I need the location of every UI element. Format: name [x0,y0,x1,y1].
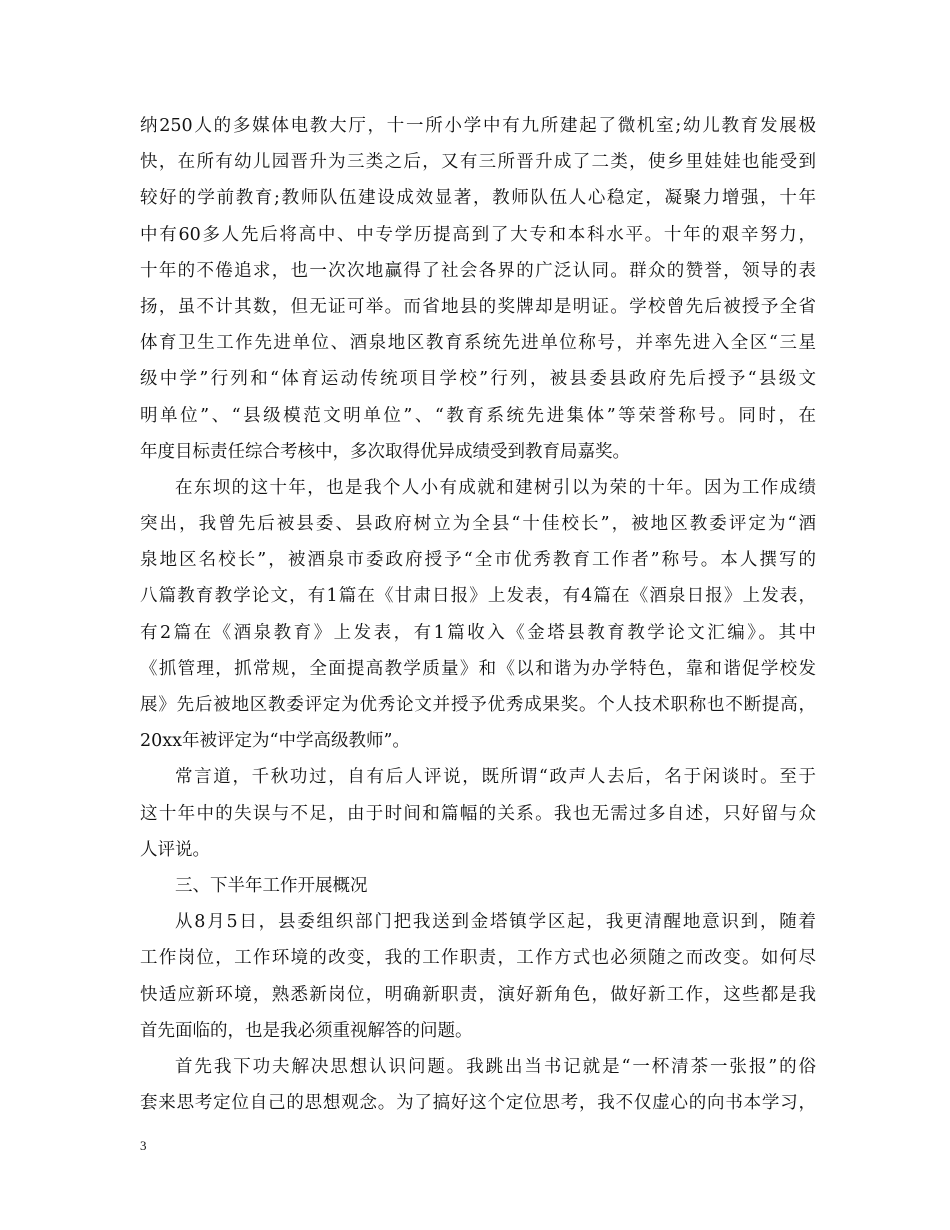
text-line: 工作岗位，工作环境的改变，我的工作职责，工作方式也必须随之而改变。如何尽 [140,948,816,969]
text-line: 突出，我曾先后被县委、县政府树立为全县“十佳校长”，被地区教委评定为“酒 [140,514,816,535]
text-line: 扬，虽不计其数，但无证可举。而省地县的奖牌却是明证。学校曾先后被授予全省 [140,296,816,317]
section-heading: 三、下半年工作开展概况 [175,875,368,896]
text-line: 纳250人的多媒体电教大厅，十一所小学中有九所建起了微机室;幼儿教育发展极 [140,116,816,136]
text-line: 展》先后被地区教委评定为优秀论文并授予优秀成果奖。个人技术职称也不断提高， [140,695,816,715]
text-line: 八篇教育教学论文，有1篇在《甘肃日报》上发表，有4篇在《酒泉日报》上发表， [140,586,816,607]
text-line: 常言道，千秋功过，自有后人评说，既所谓“政声人去后，名于闲谈时。至于 [175,767,816,788]
text-line: 较好的学前教育;教师队伍建设成效显著，教师队伍人心稳定，凝聚力增强，十年 [140,188,816,209]
text-line: 体育卫生工作先进单位、酒泉地区教育系统先进单位称号，并率先进入全区“三星 [140,333,816,354]
page-number: 3 [140,1138,147,1153]
text-line: 从8月5日，县委组织部门把我送到金塔镇学区起，我更清醒地意识到，随着 [175,912,816,933]
text-line: 20xx年被评定为“中学高级教师”。 [140,731,410,752]
text-line: 有2篇在《酒泉教育》上发表，有1篇收入《金塔县教育教学论文汇编》。其中 [140,622,816,643]
text-line: 首先我下功夫解决思想认识问题。我跳出当书记就是“一杯清茶一张报”的俗 [175,1056,816,1077]
document-body [140,108,816,1121]
text-line: 级中学”行列和“体育运动传统项目学校”行列，被县委县政府先后授予“县级文 [140,369,816,390]
text-line: 这十年中的失误与不足，由于时间和篇幅的关系。我也无需过多自述，只好留与众 [140,803,816,824]
text-line: 中有60多人先后将高中、中专学历提高到了大专和本科水平。十年的艰辛努力， [140,224,816,245]
text-line: 快适应新环境，熟悉新岗位，明确新职责，演好新角色，做好新工作，这些都是我 [140,984,816,1005]
text-line: 快，在所有幼儿园晋升为三类之后，又有三所晋升成了二类，使乡里娃娃也能受到 [140,152,816,173]
text-line: 年度目标责任综合考核中，多次取得优异成绩受到教育局嘉奖。 [140,441,630,462]
text-line: 明单位”、“县级模范文明单位”、“教育系统先进集体”等荣誉称号。同时，在 [140,405,816,426]
text-line: 在东坝的这十年，也是我个人小有成就和建树引以为荣的十年。因为工作成绩 [175,477,816,498]
text-line: 套来思考定位自己的思想观念。为了搞好这个定位思考，我不仅虚心的向书本学习， [140,1093,816,1114]
text-line: 首先面临的，也是我必须重视解答的问题。 [140,1020,473,1041]
text-line: 《抓管理，抓常规，全面提高教学质量》和《以和谐为办学特色，靠和谐促学校发 [140,658,816,679]
text-line: 泉地区名校长”，被酒泉市委政府授予“全市优秀教育工作者”称号。本人撰写的 [140,550,816,571]
text-line: 人评说。 [140,839,210,860]
text-line: 十年的不倦追求，也一次次地赢得了社会各界的广泛认同。群众的赞誉，领导的表 [140,260,816,281]
